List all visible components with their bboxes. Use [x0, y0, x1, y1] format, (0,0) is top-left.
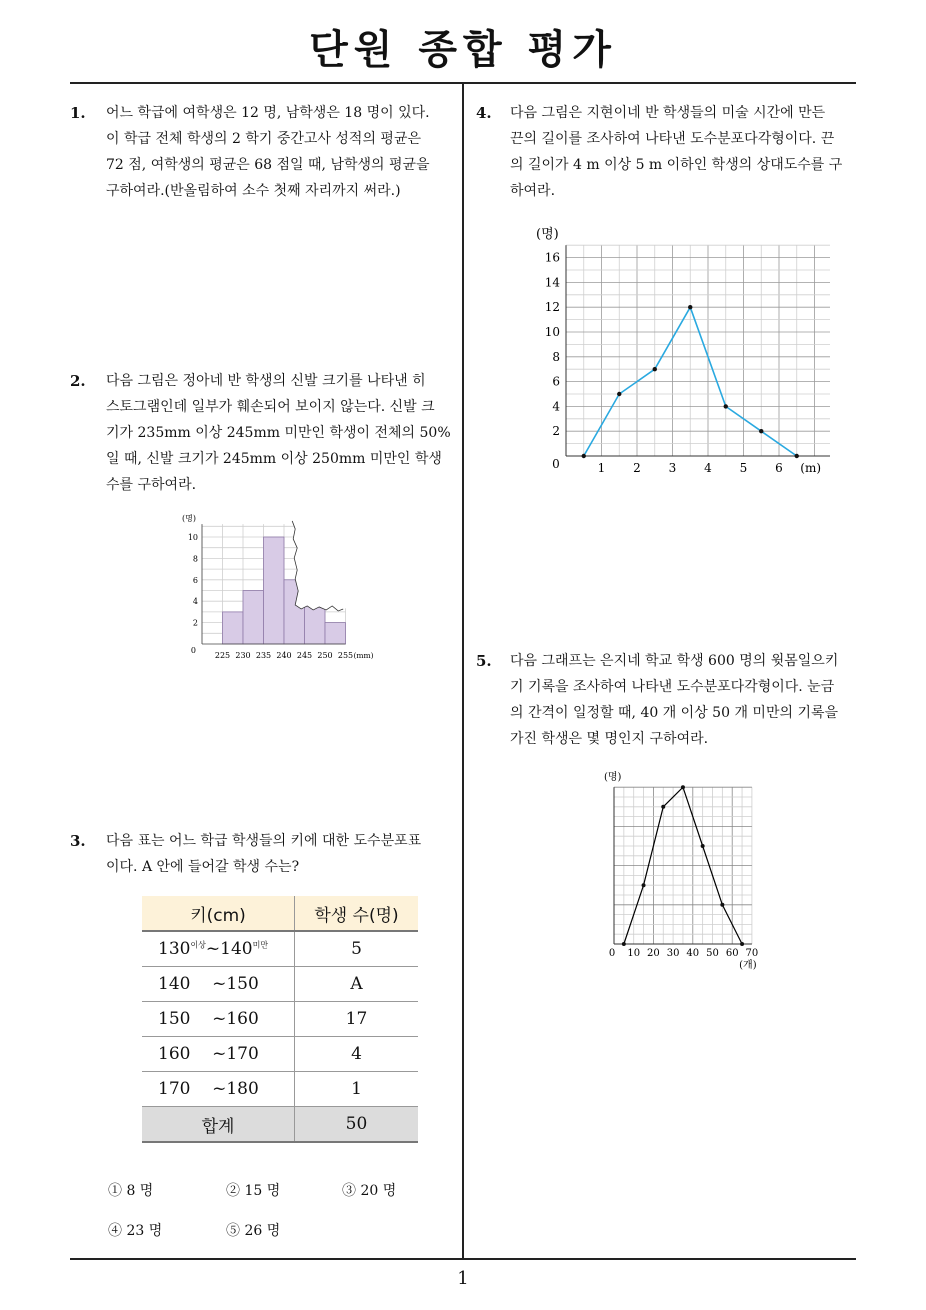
histogram-bar	[325, 623, 346, 644]
y-axis-unit: (명)	[604, 772, 622, 783]
text-line: 72 점, 여학생의 평균은 68 점일 때, 남학생의 평균을	[106, 157, 430, 173]
problem-number: 3.	[70, 832, 86, 850]
x-tick-label: 2	[633, 461, 641, 475]
data-point	[759, 429, 763, 433]
situp-frequency-polygon	[600, 766, 770, 976]
text-line: 의 길이가 4 m 이상 5 m 이하인 학생의 상대도수를 구	[510, 157, 843, 173]
text-line: 다음 표는 어느 학급 학생들의 키에 대한 도수분포표	[106, 833, 422, 849]
histogram-bar	[223, 612, 244, 644]
y-tick-label: 8	[192, 554, 198, 564]
x-tick-label: 240	[276, 651, 292, 660]
choice-1[interactable]: ① 8 명	[108, 1183, 154, 1199]
problem-number: 5.	[476, 652, 492, 670]
x-tick-label: 30	[666, 948, 680, 959]
text-line: 이 학급 전체 학생의 2 학기 중간고사 성적의 평균은	[106, 131, 421, 147]
x-tick-label: 1	[597, 461, 606, 475]
x-tick-label: 5	[739, 461, 748, 475]
data-point	[795, 454, 799, 458]
x-tick-label: 250	[317, 651, 333, 660]
class-interval: $130^{이상}\sim 140^{미만}$	[142, 931, 295, 967]
class-interval: 150 ~160	[142, 1002, 295, 1037]
data-point	[661, 805, 665, 809]
y-tick-label: 2	[552, 424, 560, 439]
x-tick-label: 255	[337, 651, 354, 660]
problem-2	[70, 368, 456, 508]
column-divider	[462, 84, 464, 1258]
torn-region	[292, 521, 380, 611]
student-count: 1	[295, 1072, 419, 1107]
problem-text	[106, 100, 456, 204]
problem-text	[510, 100, 860, 204]
column-header-count: 학생 수(명)	[295, 896, 419, 931]
y-tick-label: 6	[552, 374, 560, 389]
string-length-frequency-polygon	[530, 220, 830, 480]
x-tick-label: 0	[552, 457, 560, 471]
page-number: 1	[457, 1268, 469, 1289]
x-axis-unit: (m)	[800, 461, 822, 475]
y-tick-label: 16	[544, 250, 560, 265]
text-line: 끈의 길이를 조사하여 나타낸 도수분포다각형이다. 끈	[510, 131, 835, 147]
x-tick-label: 6	[775, 461, 783, 475]
table-row	[142, 1002, 418, 1037]
class-interval: 140 ~150	[142, 967, 295, 1002]
text-line: 기 기록을 조사하여 나타낸 도수분포다각형이다. 눈금	[510, 679, 835, 695]
column-header-height: 키(cm)	[142, 896, 295, 931]
problem-text	[106, 828, 456, 880]
problem-number: 1.	[70, 104, 86, 122]
data-point	[688, 305, 692, 309]
x-tick-label: 70	[745, 948, 759, 959]
table-total-row	[142, 1107, 418, 1143]
table-row	[142, 1072, 418, 1107]
text-line: 하여라.	[510, 183, 556, 199]
x-axis-unit: (개)	[739, 960, 757, 971]
problem-5	[476, 648, 860, 758]
data-point	[724, 404, 728, 408]
text-line: 이다. A 안에 들어갈 학생 수는?	[106, 859, 300, 875]
problem-text	[106, 368, 456, 498]
x-tick-label: 230	[235, 651, 251, 660]
text-line: 구하여라.(반올림하여 소수 첫째 자리까지 써라.)	[106, 183, 401, 199]
x-tick-label: 0	[608, 948, 616, 959]
table-row	[142, 1037, 418, 1072]
choice-3[interactable]: ③ 20 명	[342, 1183, 397, 1199]
text-line: 수를 구하여라.	[106, 477, 197, 493]
table-row	[142, 967, 418, 1002]
data-point	[720, 903, 724, 907]
y-tick-label: 6	[192, 575, 198, 585]
histogram-bar	[243, 591, 264, 645]
x-tick-label: 40	[686, 948, 700, 959]
x-tick-label: 225	[214, 651, 231, 660]
problem-4	[476, 100, 860, 210]
y-tick-label: 4	[192, 597, 198, 607]
y-tick-label: 10	[544, 325, 560, 339]
y-tick-label: 10	[187, 533, 198, 542]
text-line: 가진 학생은 몇 명인지 구하여라.	[510, 731, 709, 747]
frequency-table	[142, 896, 418, 1143]
data-point	[653, 367, 657, 371]
student-count: 5	[295, 931, 419, 967]
choice-2[interactable]: ② 15 명	[226, 1183, 281, 1199]
table-header-row	[142, 896, 418, 931]
student-count: 17	[295, 1002, 419, 1037]
table-row	[142, 931, 418, 967]
data-point	[740, 942, 744, 946]
data-point	[622, 942, 626, 946]
class-interval: 160 ~170	[142, 1037, 295, 1072]
text-line: 다음 그림은 정아네 반 학생의 신발 크기를 나타낸 히	[106, 373, 426, 389]
text-line: 스토그램인데 일부가 훼손되어 보이지 않는다. 신발 크	[106, 399, 435, 415]
data-point	[681, 785, 685, 789]
y-tick-label: 14	[544, 275, 560, 290]
y-tick-label: 12	[544, 300, 560, 315]
problem-3	[70, 828, 456, 888]
text-line: 다음 그래프는 은지네 학교 학생 600 명의 윗몸일으키	[510, 653, 839, 669]
data-point	[701, 844, 705, 848]
text-line: 기가 235mm 이상 245mm 미만인 학생이 전체의 50%	[106, 425, 451, 441]
problem-number: 2.	[70, 372, 86, 390]
bottom-divider	[70, 1258, 856, 1260]
x-axis-unit: (mm)	[353, 651, 374, 660]
x-tick-label: 3	[668, 461, 677, 475]
problem-text	[510, 648, 860, 752]
x-tick-label: 4	[704, 461, 712, 475]
x-tick-label: 235	[255, 651, 272, 660]
total-value: 50	[295, 1107, 419, 1143]
y-tick-label: 2	[192, 618, 198, 628]
shoe-size-histogram	[170, 508, 380, 668]
data-point	[642, 883, 646, 887]
y-tick-label: 4	[552, 399, 560, 414]
histogram-bar	[264, 537, 285, 644]
text-line: 다음 그림은 지현이네 반 학생들의 미술 시간에 만든	[510, 105, 826, 121]
data-point	[582, 454, 586, 458]
text-line: 의 간격이 일정할 때, 40 개 이상 50 개 미만의 기록을	[510, 705, 839, 721]
problem-1	[70, 100, 456, 210]
y-tick-label: 0	[190, 646, 196, 655]
x-tick-label: 10	[627, 948, 641, 959]
y-tick-label: 8	[552, 349, 560, 364]
data-point	[617, 392, 621, 396]
y-axis-unit: (명)	[182, 514, 196, 523]
text-line: 일 때, 신발 크기가 245mm 이상 250mm 미만인 학생	[106, 451, 442, 467]
x-tick-label: 60	[725, 948, 739, 959]
answer-choices	[108, 1180, 448, 1250]
page-title: 단원 종합 평가	[309, 27, 617, 73]
class-interval: 170 ~180	[142, 1072, 295, 1107]
student-count: 4	[295, 1037, 419, 1072]
choice-4[interactable]: ④ 23 명	[108, 1223, 163, 1239]
x-tick-label: 245	[296, 651, 313, 660]
y-axis-unit: (명)	[536, 227, 559, 242]
text-line: 어느 학급에 여학생은 12 명, 남학생은 18 명이 있다.	[106, 105, 430, 121]
total-label: 합계	[142, 1107, 295, 1143]
x-tick-label: 20	[647, 948, 660, 959]
student-count: A	[295, 967, 419, 1002]
x-tick-label: 50	[706, 948, 719, 959]
problem-number: 4.	[476, 104, 492, 122]
choice-5[interactable]: ⑤ 26 명	[226, 1223, 281, 1239]
